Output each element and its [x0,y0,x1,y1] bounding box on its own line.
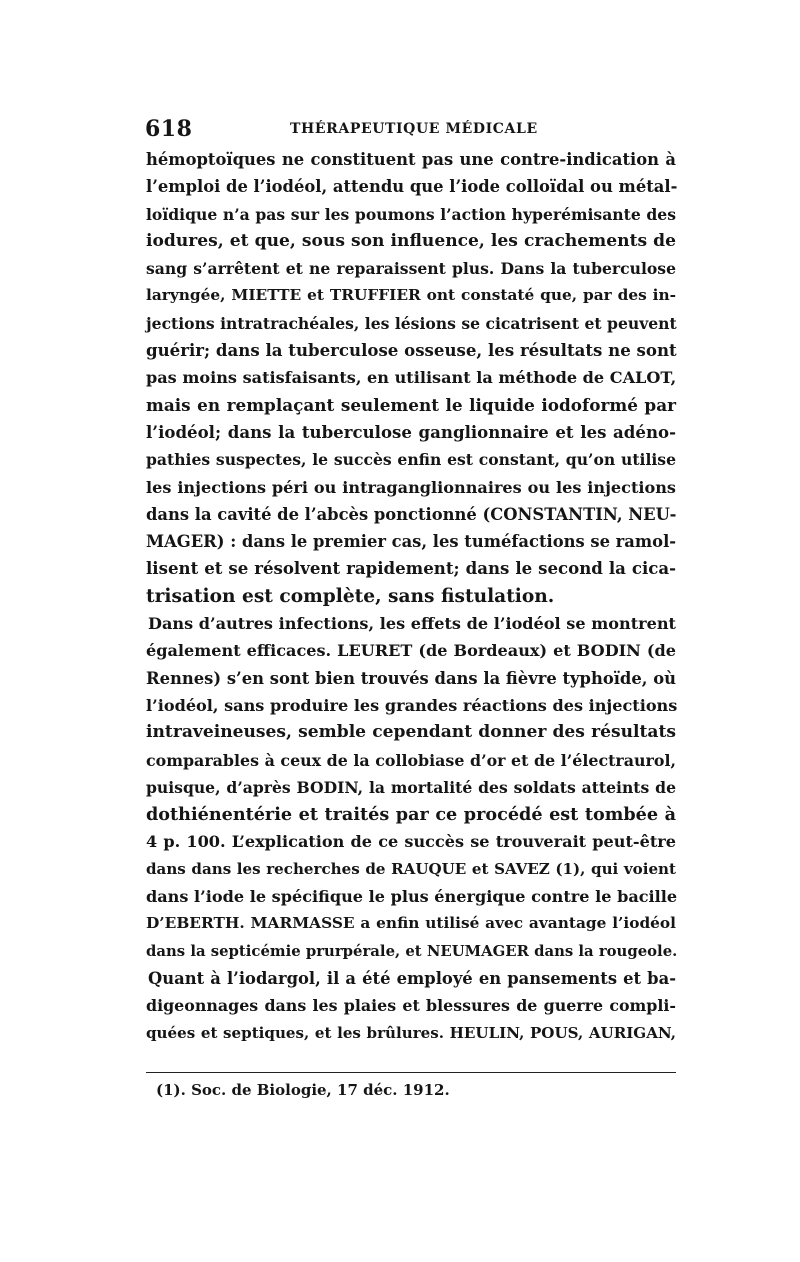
footnote-rule [146,1072,676,1073]
text-line: comparables à ceux de la collobiase d’or et de l’électraurol, [146,750,676,770]
text-line: l’iodéol; dans la tuberculose ganglionnaire et les adéno- [146,421,676,442]
text-line: dans la septicémie prurpérale, et NEUMAGER dans la rougeole. [146,941,678,960]
text-line: 4 p. 100. L’explication de ce succès se trouverait peut-être [146,832,676,852]
page-number: 618 [145,116,193,142]
text-line: dans l’iode le spécifique le plus énergique contre le bacille [146,887,678,907]
text-line: quées et septiques, et les brûlures. HEULIN, POUS, AURIGAN, [146,1023,676,1042]
text-line: pathies suspectes, le succès enfin est constant, qu’on utilise [146,450,676,470]
text-line: pas moins satisfaisants, en utilisant la méthode de CALOT, [146,368,677,388]
text-line: Quant à l’iodargol, il a été employé en pansements et ba- [148,968,676,988]
paragraph-1 [146,146,676,610]
running-title: THÉRAPEUTIQUE MÉDICALE [290,121,538,137]
text-line: jections intratrachéales, les lésions se cicatrisent et peuvent [146,313,677,333]
text-line: l’iodéol, sans produire les grandes réactions des injections [146,695,678,715]
text-line: digeonnages dans les plaies et blessures de guerre compli- [146,996,676,1016]
text-line: dans la cavité de l’abcès ponctionné (CONSTANTIN, NEU- [146,504,677,524]
body-text [146,146,676,1047]
paragraph-3 [146,965,676,1047]
text-line: trisation est complète, sans fistulation. [146,585,555,607]
text-line: MAGER) : dans le premier cas, les tuméfactions se ramol- [146,532,677,552]
text-line: iodures, et que, sous son influence, les crachements de [146,230,676,251]
text-line: dothiénentérie et traités par ce procédé est tombée à [146,804,676,826]
text-line: les injections péri ou intraganglionnaires ou les injections [146,477,676,497]
text-line: laryngée, MIETTE et TRUFFIER ont constaté que, par des in- [146,286,676,305]
text-line: dans dans les recherches de RAUQUE et SAVEZ (1), qui voient [146,859,676,878]
text-line: loïdique n’a pas sur les poumons l’action hyperémisante des [146,204,676,224]
text-line: mais en remplaçant seulement le liquide iodoformé par [146,394,676,415]
text-line: Dans d’autres infections, les effets de l’iodéol se montrent [148,614,676,634]
text-line: également efficaces. LEURET (de Bordeaux) et BODIN (de [146,641,676,661]
text-line: Rennes) s’en sont bien trouvés dans la fièvre typhoïde, où [146,668,676,688]
page-header [145,116,680,142]
text-line: lisent et se résolvent rapidement; dans le second la cica- [146,558,676,579]
text-line: sang s’arrêtent et ne reparaissent plus. Dans la tuberculose [146,259,676,279]
text-line: guérir; dans la tuberculose osseuse, les résultats ne sont [146,340,677,361]
paragraph-2 [146,610,676,965]
footnote: (1). Soc. de Biologie, 17 déc. 1912. [156,1081,450,1099]
text-line: D’EBERTH. MARMASSE a enfin utilisé avec avantage l’iodéol [146,914,676,933]
text-line: l’emploi de l’iodéol, attendu que l’iode colloïdal ou métal- [146,177,678,197]
text-line: hémoptoïques ne constituent pas une contre-indication à [146,150,676,169]
text-line: puisque, d’après BODIN, la mortalité des soldats atteints de [146,777,676,797]
text-line: intraveineuses, semble cependant donner des résultats [146,722,676,743]
